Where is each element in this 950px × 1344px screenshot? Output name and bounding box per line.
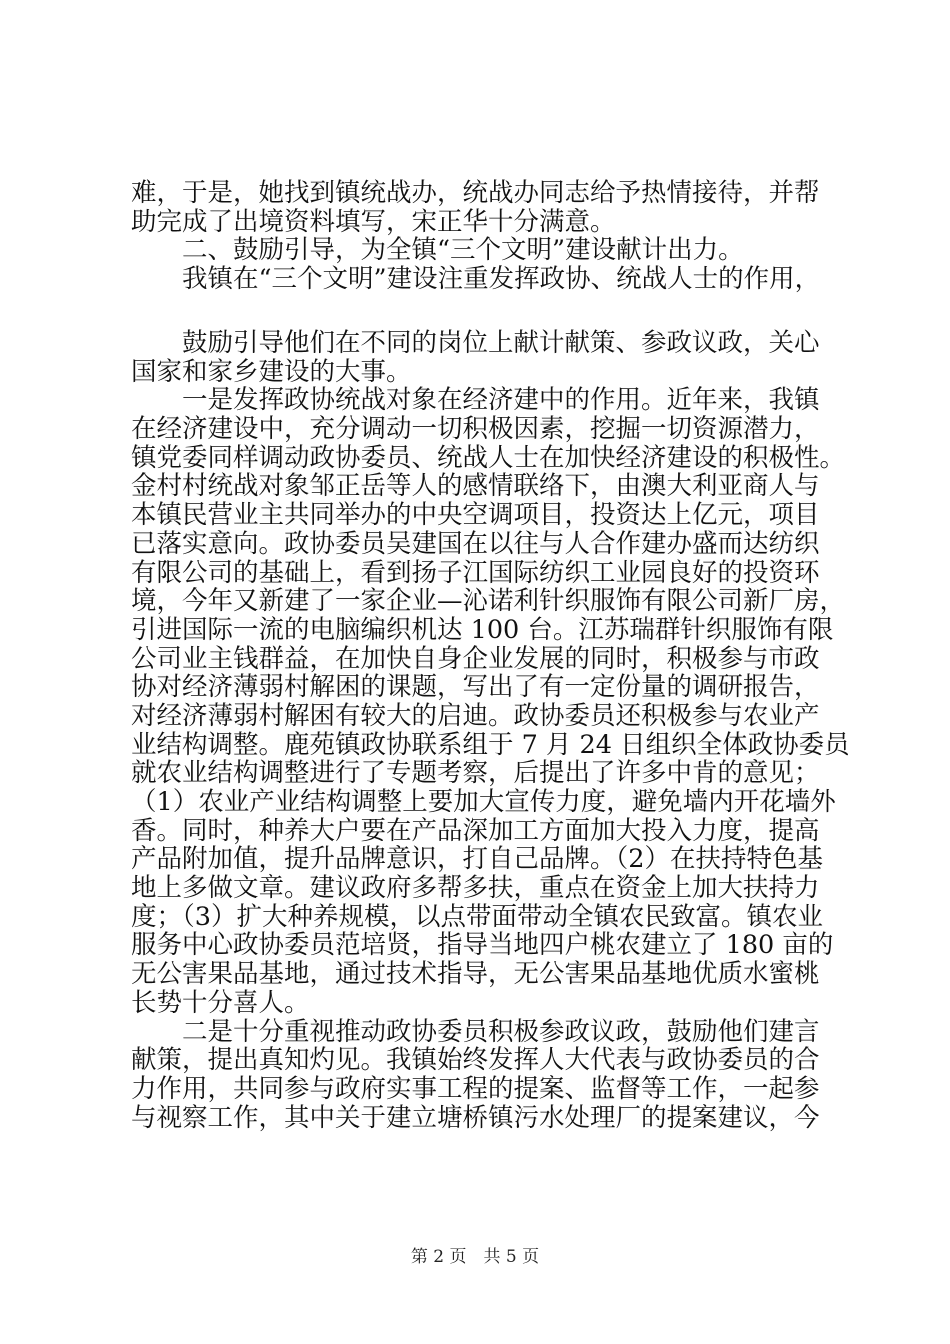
text-line: 已落实意向。政协委员吴建国在以往与人合作建办盛而达纺织 [131, 528, 820, 559]
text-line: 有限公司的基础上，看到扬子江国际纺织工业园良好的投资环 [131, 557, 820, 588]
text-line: 境，今年又新建了一家企业—沁诺利针织服饰有限公司新厂房， [131, 586, 846, 617]
text-line: 引进国际一流的电脑编织机达 100 台。江苏瑞群针织服饰有限 [131, 614, 834, 645]
text-line: 公司业主钱群益，在加快自身企业发展的同时，积极参与市政 [131, 643, 820, 674]
text-line: 本镇民营业主共同举办的中央空调项目，投资达上亿元，项目 [131, 500, 820, 531]
text-line: 难，于是，她找到镇统战办，统战办同志给予热情接待，并帮 [131, 178, 820, 208]
text-line: 献策，提出真知灼见。我镇始终发挥人大代表与政协委员的合 [131, 1045, 820, 1076]
text-line: 在经济建设中，充分调动一切积极因素，挖掘一切资源潜力， [131, 414, 820, 445]
text-line: 助完成了出境资料填写，宋正华十分满意。 [131, 206, 616, 237]
text-line: 鼓励引导他们在不同的岗位上献计献策、参政议政，关心 [131, 328, 820, 358]
text-line: 与视察工作，其中关于建立塘桥镇污水处理厂的提案建议，今 [131, 1102, 820, 1133]
text-line: 国家和家乡建设的大事。 [131, 356, 412, 387]
text-line: 地上多做文章。建议政府多帮多扶，重点在资金上加大扶持力 [131, 873, 820, 904]
text-line: 服务中心政协委员范培贤，指导当地四户桃农建立了 180 亩的 [131, 930, 834, 961]
text-line: 长势十分喜人。 [131, 987, 310, 1018]
text-line: 度；（3）扩大种养规模，以点带面带动全镇农民致富。镇农业 [131, 901, 823, 932]
text-block-top [131, 179, 831, 294]
text-line: （1）农业产业结构调整上要加大宣传力度，避免墙内开花墙外 [131, 787, 836, 817]
text-line: 就农业结构调整进行了专题考察，后提出了许多中肯的意见； [131, 758, 820, 789]
text-block-main [131, 328, 850, 1133]
text-line: 协对经济薄弱村解困的课题，写出了有一定份量的调研报告， [131, 672, 820, 703]
text-line: 二是十分重视推动政协委员积极参政议政，鼓励他们建言 [131, 1016, 820, 1047]
text-line: 二、鼓励引导，为全镇“三个文明”建设献计出力。 [131, 235, 744, 266]
text-line: 镇党委同样调动政协委员、统战人士在加快经济建设的积极性。 [131, 442, 846, 473]
text-line: 产品附加值，提升品牌意识，打自己品牌。（2）在扶持特色基 [131, 844, 823, 875]
text-line: 力作用，共同参与政府实事工程的提案、监督等工作，一起参 [131, 1073, 820, 1104]
page-footer: 第 2 页 共 5 页 [410, 1247, 540, 1267]
text-line: 一是发挥政协统战对象在经济建中的作用。近年来，我镇 [131, 385, 820, 416]
text-line: 无公害果品基地，通过技术指导，无公害果品基地优质水蜜桃 [131, 959, 820, 990]
text-line: 香。同时，种养大户要在产品深加工方面加大投入力度，提高 [131, 815, 820, 846]
text-line: 对经济薄弱村解困有较大的启迪。政协委员还积极参与农业产 [131, 700, 820, 731]
text-line: 业结构调整。鹿苑镇政协联系组于 7 月 24 日组织全体政协委员 [131, 729, 850, 760]
text-line: 我镇在“三个文明”建设注重发挥政协、统战人士的作用， [131, 264, 821, 295]
text-line: 金村村统战对象邹正岳等人的感情联络下，由澳大利亚商人与 [131, 471, 820, 502]
